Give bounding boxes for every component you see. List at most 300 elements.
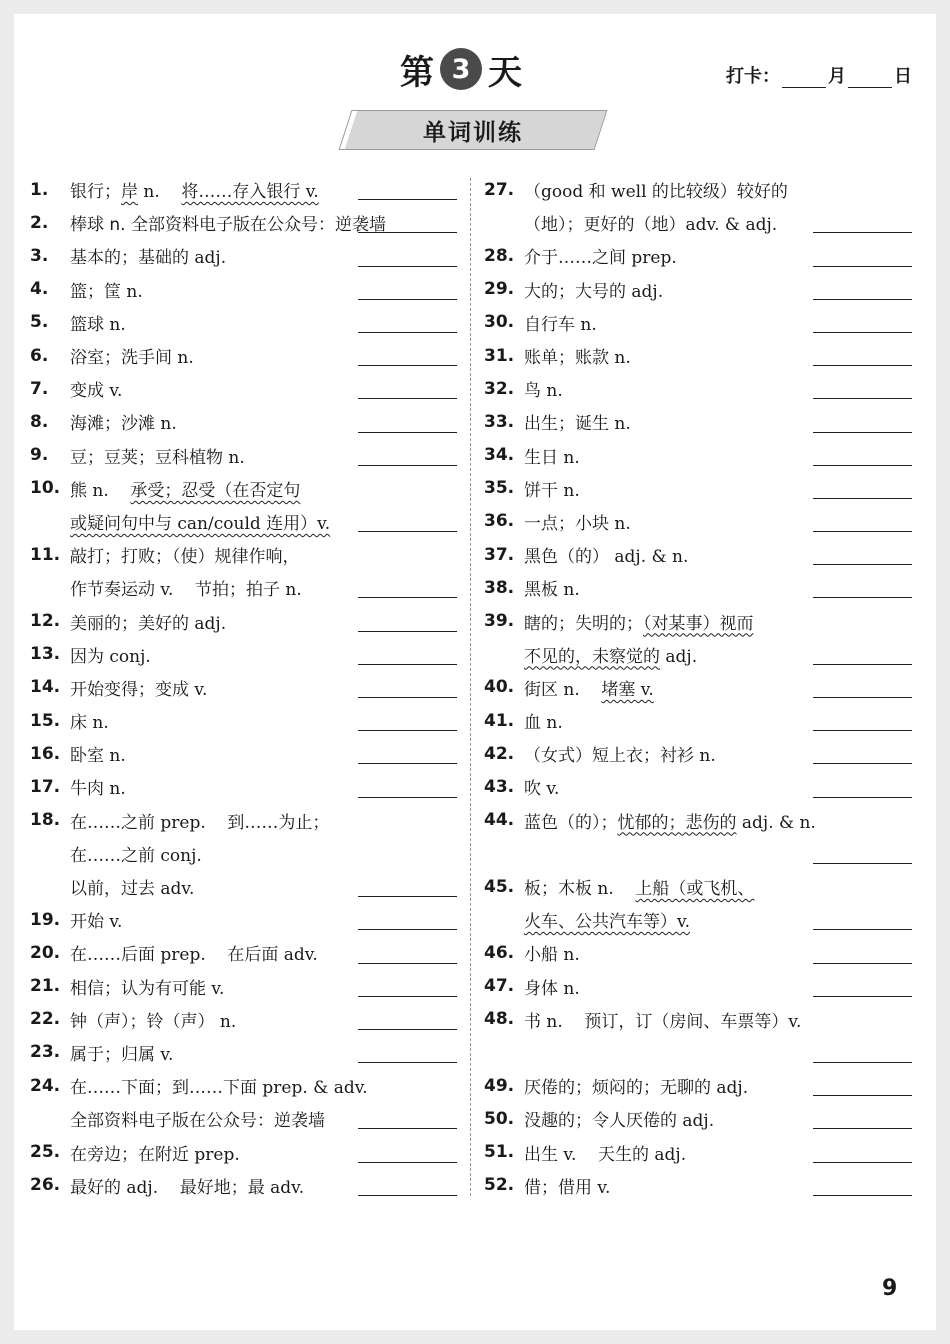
vocab-line [30, 173, 457, 206]
definition-segment: 鸟 n. [524, 381, 563, 402]
definition-segment: 没趣的；令人厌倦的 adj. [524, 1111, 715, 1132]
definition-text [524, 874, 754, 899]
definition-text [70, 1073, 368, 1098]
answer-blank[interactable] [358, 697, 457, 698]
item-number: 8. [30, 411, 49, 432]
definition-text [70, 542, 300, 567]
definition-text [70, 1040, 173, 1065]
answer-blank[interactable] [813, 1128, 912, 1129]
definition-text [70, 609, 226, 634]
wavy-underlined-text: 堵塞 v. [601, 679, 654, 700]
answer-blank[interactable] [358, 996, 457, 997]
definition-segment: 浴室；洗手间 n. [70, 348, 194, 369]
definition-segment: 蓝色（的）； [524, 812, 618, 833]
item-number: 33. [484, 411, 515, 432]
vocab-line [484, 1003, 912, 1036]
definition-segment: 借；借用 v. [524, 1177, 611, 1198]
column-divider [470, 178, 471, 1196]
answer-blank[interactable] [358, 232, 457, 233]
wavy-underlined-text: 上船（或飞机、 [635, 879, 755, 900]
definition-segment: 以前，过去 adv. [70, 879, 195, 900]
definition-segment: 血 n. [524, 713, 563, 734]
item-number: 27. [484, 179, 515, 200]
definition-text [524, 974, 580, 999]
definition-segment: 黑色（的） adj. & n. [524, 547, 689, 568]
definition-text [70, 774, 126, 799]
vocab-line [484, 1169, 912, 1202]
definition-text [524, 675, 654, 700]
definition-segment: 板；木板 n. [524, 879, 636, 900]
vocab-line [484, 339, 912, 372]
vocab-line [30, 439, 457, 472]
item-number: 46. [484, 942, 515, 963]
vocab-line [30, 704, 457, 737]
definition-segment: 出生；诞生 n. [524, 414, 631, 435]
answer-blank[interactable] [813, 332, 912, 333]
definition-segment: 小船 n. [524, 945, 580, 966]
answer-blank[interactable] [358, 199, 457, 200]
vocab-line [30, 405, 457, 438]
definition-text [524, 210, 777, 235]
definition-segment: 全部资料电子版在公众号：逆袭墙 [70, 1111, 325, 1132]
definition-segment: 在……后面 prep. 在后面 adv. [70, 945, 318, 966]
definition-text [70, 476, 300, 501]
definition-segment: 自行车 n. [524, 314, 597, 335]
vocab-line [484, 538, 912, 571]
item-number: 2. [30, 212, 49, 233]
definition-text [524, 476, 580, 501]
item-number: 52. [484, 1175, 515, 1196]
definition-text [524, 343, 631, 368]
definition-segment: adj. [660, 646, 698, 667]
vocab-line [30, 339, 457, 372]
definition-text [70, 376, 122, 401]
vocab-line [484, 737, 912, 770]
definition-text [524, 509, 631, 534]
answer-blank[interactable] [813, 697, 912, 698]
definition-text [524, 1140, 686, 1165]
vocab-line [30, 1135, 457, 1168]
day-label: 日 [894, 66, 912, 87]
answer-blank[interactable] [813, 763, 912, 764]
vocab-line [484, 273, 912, 306]
definition-segment: 卧室 n. [70, 746, 126, 767]
answer-blank[interactable] [813, 1162, 912, 1163]
answer-blank[interactable] [813, 996, 912, 997]
definition-segment: （女式）短上衣；衬衫 n. [524, 746, 716, 767]
answer-blank[interactable] [358, 1128, 457, 1129]
definition-segment: 美丽的；美好的 adj. [70, 613, 227, 634]
vocab-line [30, 239, 457, 272]
definition-segment: 属于；归属 v. [70, 1044, 174, 1065]
vocab-line [484, 472, 912, 505]
answer-blank[interactable] [813, 929, 912, 930]
definition-text [70, 575, 302, 600]
answer-blank[interactable] [358, 398, 457, 399]
answer-blank[interactable] [358, 896, 457, 897]
item-number: 10. [30, 478, 61, 499]
vocab-line [484, 372, 912, 405]
definition-text [70, 642, 151, 667]
item-number: 40. [484, 677, 515, 698]
item-number: 50. [484, 1108, 515, 1129]
item-number: 12. [30, 611, 61, 632]
answer-blank[interactable] [358, 365, 457, 366]
definition-text [70, 443, 245, 468]
definition-text [524, 609, 754, 634]
definition-text [70, 675, 207, 700]
wavy-underlined-text: 岸 [121, 182, 138, 203]
definition-text [70, 1007, 236, 1032]
day-prefix: 第 [400, 52, 434, 93]
vocab-line [484, 206, 912, 239]
day-blank[interactable] [848, 70, 892, 88]
vocab-line [30, 1036, 457, 1069]
vocab-line [30, 970, 457, 1003]
definition-segment: 大的；大号的 adj. [524, 281, 664, 302]
definition-text [70, 243, 226, 268]
item-number: 30. [484, 312, 515, 333]
answer-blank[interactable] [813, 398, 912, 399]
definition-text [70, 741, 126, 766]
answer-blank[interactable] [358, 1162, 457, 1163]
section-banner [336, 108, 610, 152]
definition-text [70, 974, 224, 999]
definition-segment: 变成 v. [70, 381, 123, 402]
item-number: 38. [484, 577, 515, 598]
definition-segment: adj. & n. [736, 812, 816, 833]
checkin-field [726, 62, 912, 88]
item-number: 39. [484, 611, 515, 632]
item-number: 21. [30, 976, 61, 997]
answer-blank[interactable] [358, 432, 457, 433]
definition-segment: 开始变得；变成 v. [70, 679, 208, 700]
item-number: 34. [484, 445, 515, 466]
vocab-line [484, 638, 912, 671]
item-number: 17. [30, 776, 61, 797]
definition-text [70, 277, 143, 302]
answer-blank[interactable] [358, 1029, 457, 1030]
vocab-line [30, 671, 457, 704]
definition-segment: 在……之前 conj. [70, 845, 202, 866]
vocab-line [484, 405, 912, 438]
definition-text [70, 940, 318, 965]
wavy-underlined-text: 承受；忍受（在否定句 [130, 480, 301, 501]
item-number: 1. [30, 179, 49, 200]
item-number: 23. [30, 1042, 61, 1063]
item-number: 14. [30, 677, 61, 698]
item-number: 4. [30, 279, 49, 300]
definition-segment: 床 n. [70, 713, 109, 734]
answer-blank[interactable] [813, 863, 912, 864]
definition-segment: 生日 n. [524, 447, 580, 468]
vocab-line [484, 870, 912, 903]
answer-blank[interactable] [358, 531, 457, 532]
definition-text [524, 808, 816, 833]
wavy-underlined-text: 将……存入银行 v. [181, 182, 319, 203]
definition-segment: 在旁边；在附近 prep. [70, 1144, 240, 1165]
vocab-line [484, 571, 912, 604]
definition-segment: 钟（声）；铃（声） n. [70, 1011, 237, 1032]
item-number: 49. [484, 1075, 515, 1096]
definition-text [70, 509, 330, 534]
definition-text [524, 376, 563, 401]
answer-blank[interactable] [813, 597, 912, 598]
definition-text [524, 177, 788, 202]
item-number: 45. [484, 876, 515, 897]
vocab-line [484, 239, 912, 272]
definition-segment: 账单；账款 n. [524, 348, 631, 369]
vocab-line [30, 206, 457, 239]
item-number: 11. [30, 544, 61, 565]
vocab-line [484, 804, 912, 837]
vocab-line [30, 804, 457, 837]
definition-segment: 吹 v. [524, 779, 560, 800]
vocab-line [484, 505, 912, 538]
vocab-line [30, 737, 457, 770]
answer-blank[interactable] [813, 730, 912, 731]
vocab-line [30, 903, 457, 936]
item-number: 48. [484, 1009, 515, 1030]
answer-blank[interactable] [813, 232, 912, 233]
answer-blank[interactable] [358, 763, 457, 764]
answer-blank[interactable] [813, 531, 912, 532]
vocab-line [30, 1102, 457, 1135]
definition-segment: 出生 v. 天生的 adj. [524, 1144, 687, 1165]
definition-text [70, 841, 202, 866]
definition-text [70, 177, 319, 202]
vocab-line [484, 1036, 912, 1069]
vocab-line [484, 1102, 912, 1135]
item-number: 3. [30, 245, 49, 266]
answer-blank[interactable] [358, 797, 457, 798]
definition-text [524, 243, 677, 268]
item-number: 24. [30, 1075, 61, 1096]
right-column [484, 173, 912, 1202]
definition-segment: 书 n. 预订，订（房间、车票等）v. [524, 1011, 802, 1032]
answer-blank[interactable] [813, 564, 912, 565]
answer-blank[interactable] [813, 963, 912, 964]
answer-blank[interactable] [813, 498, 912, 499]
item-number: 31. [484, 345, 515, 366]
definition-segment: 熊 n. [70, 480, 131, 501]
answer-blank[interactable] [358, 664, 457, 665]
item-number: 13. [30, 644, 61, 665]
vocab-line [484, 1069, 912, 1102]
checkin-label: 打卡： [726, 66, 780, 87]
definition-segment: 海滩；沙滩 n. [70, 414, 177, 435]
answer-blank[interactable] [358, 465, 457, 466]
definition-segment: n. [138, 182, 182, 203]
item-number: 41. [484, 710, 515, 731]
answer-blank[interactable] [358, 929, 457, 930]
item-number: 28. [484, 245, 515, 266]
answer-blank[interactable] [813, 1195, 912, 1196]
definition-text [70, 907, 122, 932]
vocab-line [30, 472, 457, 505]
definition-text [70, 1140, 240, 1165]
vocab-line [30, 604, 457, 637]
vocab-line [30, 1069, 457, 1102]
vocab-line [30, 1003, 457, 1036]
definition-segment: （good 和 well 的比较级）较好的 [524, 182, 788, 203]
definition-segment: 黑板 n. [524, 580, 580, 601]
left-column [30, 173, 457, 1202]
wavy-underlined-text: 忧郁的；悲伤的 [617, 812, 737, 833]
item-number: 6. [30, 345, 49, 366]
definition-segment: 作节奏运动 v. 节拍；拍子 n. [70, 580, 302, 601]
vocab-line [30, 936, 457, 969]
item-number: 47. [484, 976, 515, 997]
definition-text [524, 443, 580, 468]
definition-text [70, 708, 109, 733]
answer-blank[interactable] [358, 1062, 457, 1063]
answer-blank[interactable] [358, 1195, 457, 1196]
definition-segment: 在……之前 prep. 到……为止； [70, 812, 330, 833]
vocab-line [484, 837, 912, 870]
definition-segment: 篮球 n. [70, 314, 126, 335]
vocab-line [30, 638, 457, 671]
definition-text [524, 310, 597, 335]
vocab-line [484, 173, 912, 206]
definition-segment: 街区 n. [524, 679, 602, 700]
item-number: 20. [30, 942, 61, 963]
vocab-line [484, 1135, 912, 1168]
definition-segment: 在……下面；到……下面 prep. & adv. [70, 1078, 368, 1099]
item-number: 32. [484, 378, 515, 399]
vocab-line [30, 870, 457, 903]
definition-text [70, 310, 126, 335]
definition-segment: 牛肉 n. [70, 779, 126, 800]
answer-blank[interactable] [813, 797, 912, 798]
item-number: 26. [30, 1175, 61, 1196]
vocab-line [484, 604, 912, 637]
definition-segment: 相信；认为有可能 v. [70, 978, 225, 999]
day-number-badge: 3 [440, 48, 482, 90]
definition-segment: 基本的；基础的 adj. [70, 248, 227, 269]
definition-segment: 银行； [70, 182, 121, 203]
definition-segment: 身体 n. [524, 978, 580, 999]
definition-segment: 敲打；打败；（使）规律作响， [70, 547, 300, 568]
answer-blank[interactable] [358, 332, 457, 333]
definition-segment: 棒球 n. 全部资料电子版在公众号：逆袭墙 [70, 215, 386, 236]
answer-blank[interactable] [813, 432, 912, 433]
definition-segment: 瞎的；失明的； [524, 613, 643, 634]
answer-blank[interactable] [813, 1062, 912, 1063]
answer-blank[interactable] [358, 299, 457, 300]
vocab-line [30, 273, 457, 306]
item-number: 9. [30, 445, 49, 466]
vocab-line [30, 1169, 457, 1202]
vocab-line [484, 704, 912, 737]
item-number: 36. [484, 511, 515, 532]
definition-segment: 篮；筐 n. [70, 281, 143, 302]
definition-text [524, 907, 690, 932]
vocab-line [30, 538, 457, 571]
definition-text [524, 1106, 714, 1131]
definition-text [524, 1073, 748, 1098]
definition-segment: 最好的 adj. 最好地；最 adv. [70, 1177, 305, 1198]
definition-segment: 豆；豆荚；豆科植物 n. [70, 447, 245, 468]
definition-segment: 厌倦的；烦闷的；无聊的 adj. [524, 1078, 749, 1099]
month-label: 月 [828, 66, 846, 87]
definition-text [70, 343, 194, 368]
definition-text [524, 277, 663, 302]
definition-segment: （地）；更好的（地）adv. & adj. [524, 215, 778, 236]
definition-text [70, 210, 386, 235]
definition-text [524, 1007, 801, 1032]
vocab-line [484, 439, 912, 472]
vocab-line [484, 970, 912, 1003]
definition-text [70, 874, 194, 899]
item-number: 43. [484, 776, 515, 797]
answer-blank[interactable] [358, 266, 457, 267]
wavy-underlined-text: 火车、公共汽车等）v. [524, 912, 690, 933]
item-number: 37. [484, 544, 515, 565]
vocab-line [30, 372, 457, 405]
day-title [400, 44, 522, 94]
definition-text [524, 708, 563, 733]
item-number: 51. [484, 1142, 515, 1163]
definition-text [524, 774, 559, 799]
definition-text [524, 642, 697, 667]
wavy-underlined-text: 不见的，未察觉的 [524, 646, 660, 667]
vocab-line [484, 306, 912, 339]
answer-blank[interactable] [358, 963, 457, 964]
vocab-line [484, 770, 912, 803]
answer-blank[interactable] [358, 597, 457, 598]
answer-blank[interactable] [358, 730, 457, 731]
answer-blank[interactable] [813, 1095, 912, 1096]
definition-text [70, 808, 329, 833]
definition-text [524, 940, 580, 965]
item-number: 18. [30, 810, 61, 831]
definition-text [70, 1106, 325, 1131]
vocab-line [484, 671, 912, 704]
item-number: 5. [30, 312, 49, 333]
answer-blank[interactable] [813, 299, 912, 300]
item-number: 44. [484, 810, 515, 831]
vocab-line [30, 837, 457, 870]
item-number: 42. [484, 743, 515, 764]
definition-segment: 介于……之间 prep. [524, 248, 677, 269]
item-number: 22. [30, 1009, 61, 1030]
definition-segment: 一点；小块 n. [524, 513, 631, 534]
definition-text [524, 409, 631, 434]
day-suffix: 天 [488, 52, 522, 93]
vocab-line [30, 306, 457, 339]
item-number: 15. [30, 710, 61, 731]
vocab-line [30, 505, 457, 538]
vocab-line [30, 571, 457, 604]
definition-segment: 因为 conj. [70, 646, 151, 667]
vocab-line [484, 936, 912, 969]
answer-blank[interactable] [813, 465, 912, 466]
wavy-underlined-text: 或疑问句中与 can/could 连用）v. [70, 513, 331, 534]
answer-blank[interactable] [813, 664, 912, 665]
item-number: 25. [30, 1142, 61, 1163]
answer-blank[interactable] [813, 365, 912, 366]
month-blank[interactable] [782, 70, 826, 88]
item-number: 7. [30, 378, 49, 399]
vocab-line [484, 903, 912, 936]
definition-text [524, 542, 688, 567]
wavy-underlined-text: （对某事）视而 [643, 613, 754, 634]
answer-blank[interactable] [813, 266, 912, 267]
item-number: 16. [30, 743, 61, 764]
answer-blank[interactable] [358, 631, 457, 632]
item-number: 35. [484, 478, 515, 499]
